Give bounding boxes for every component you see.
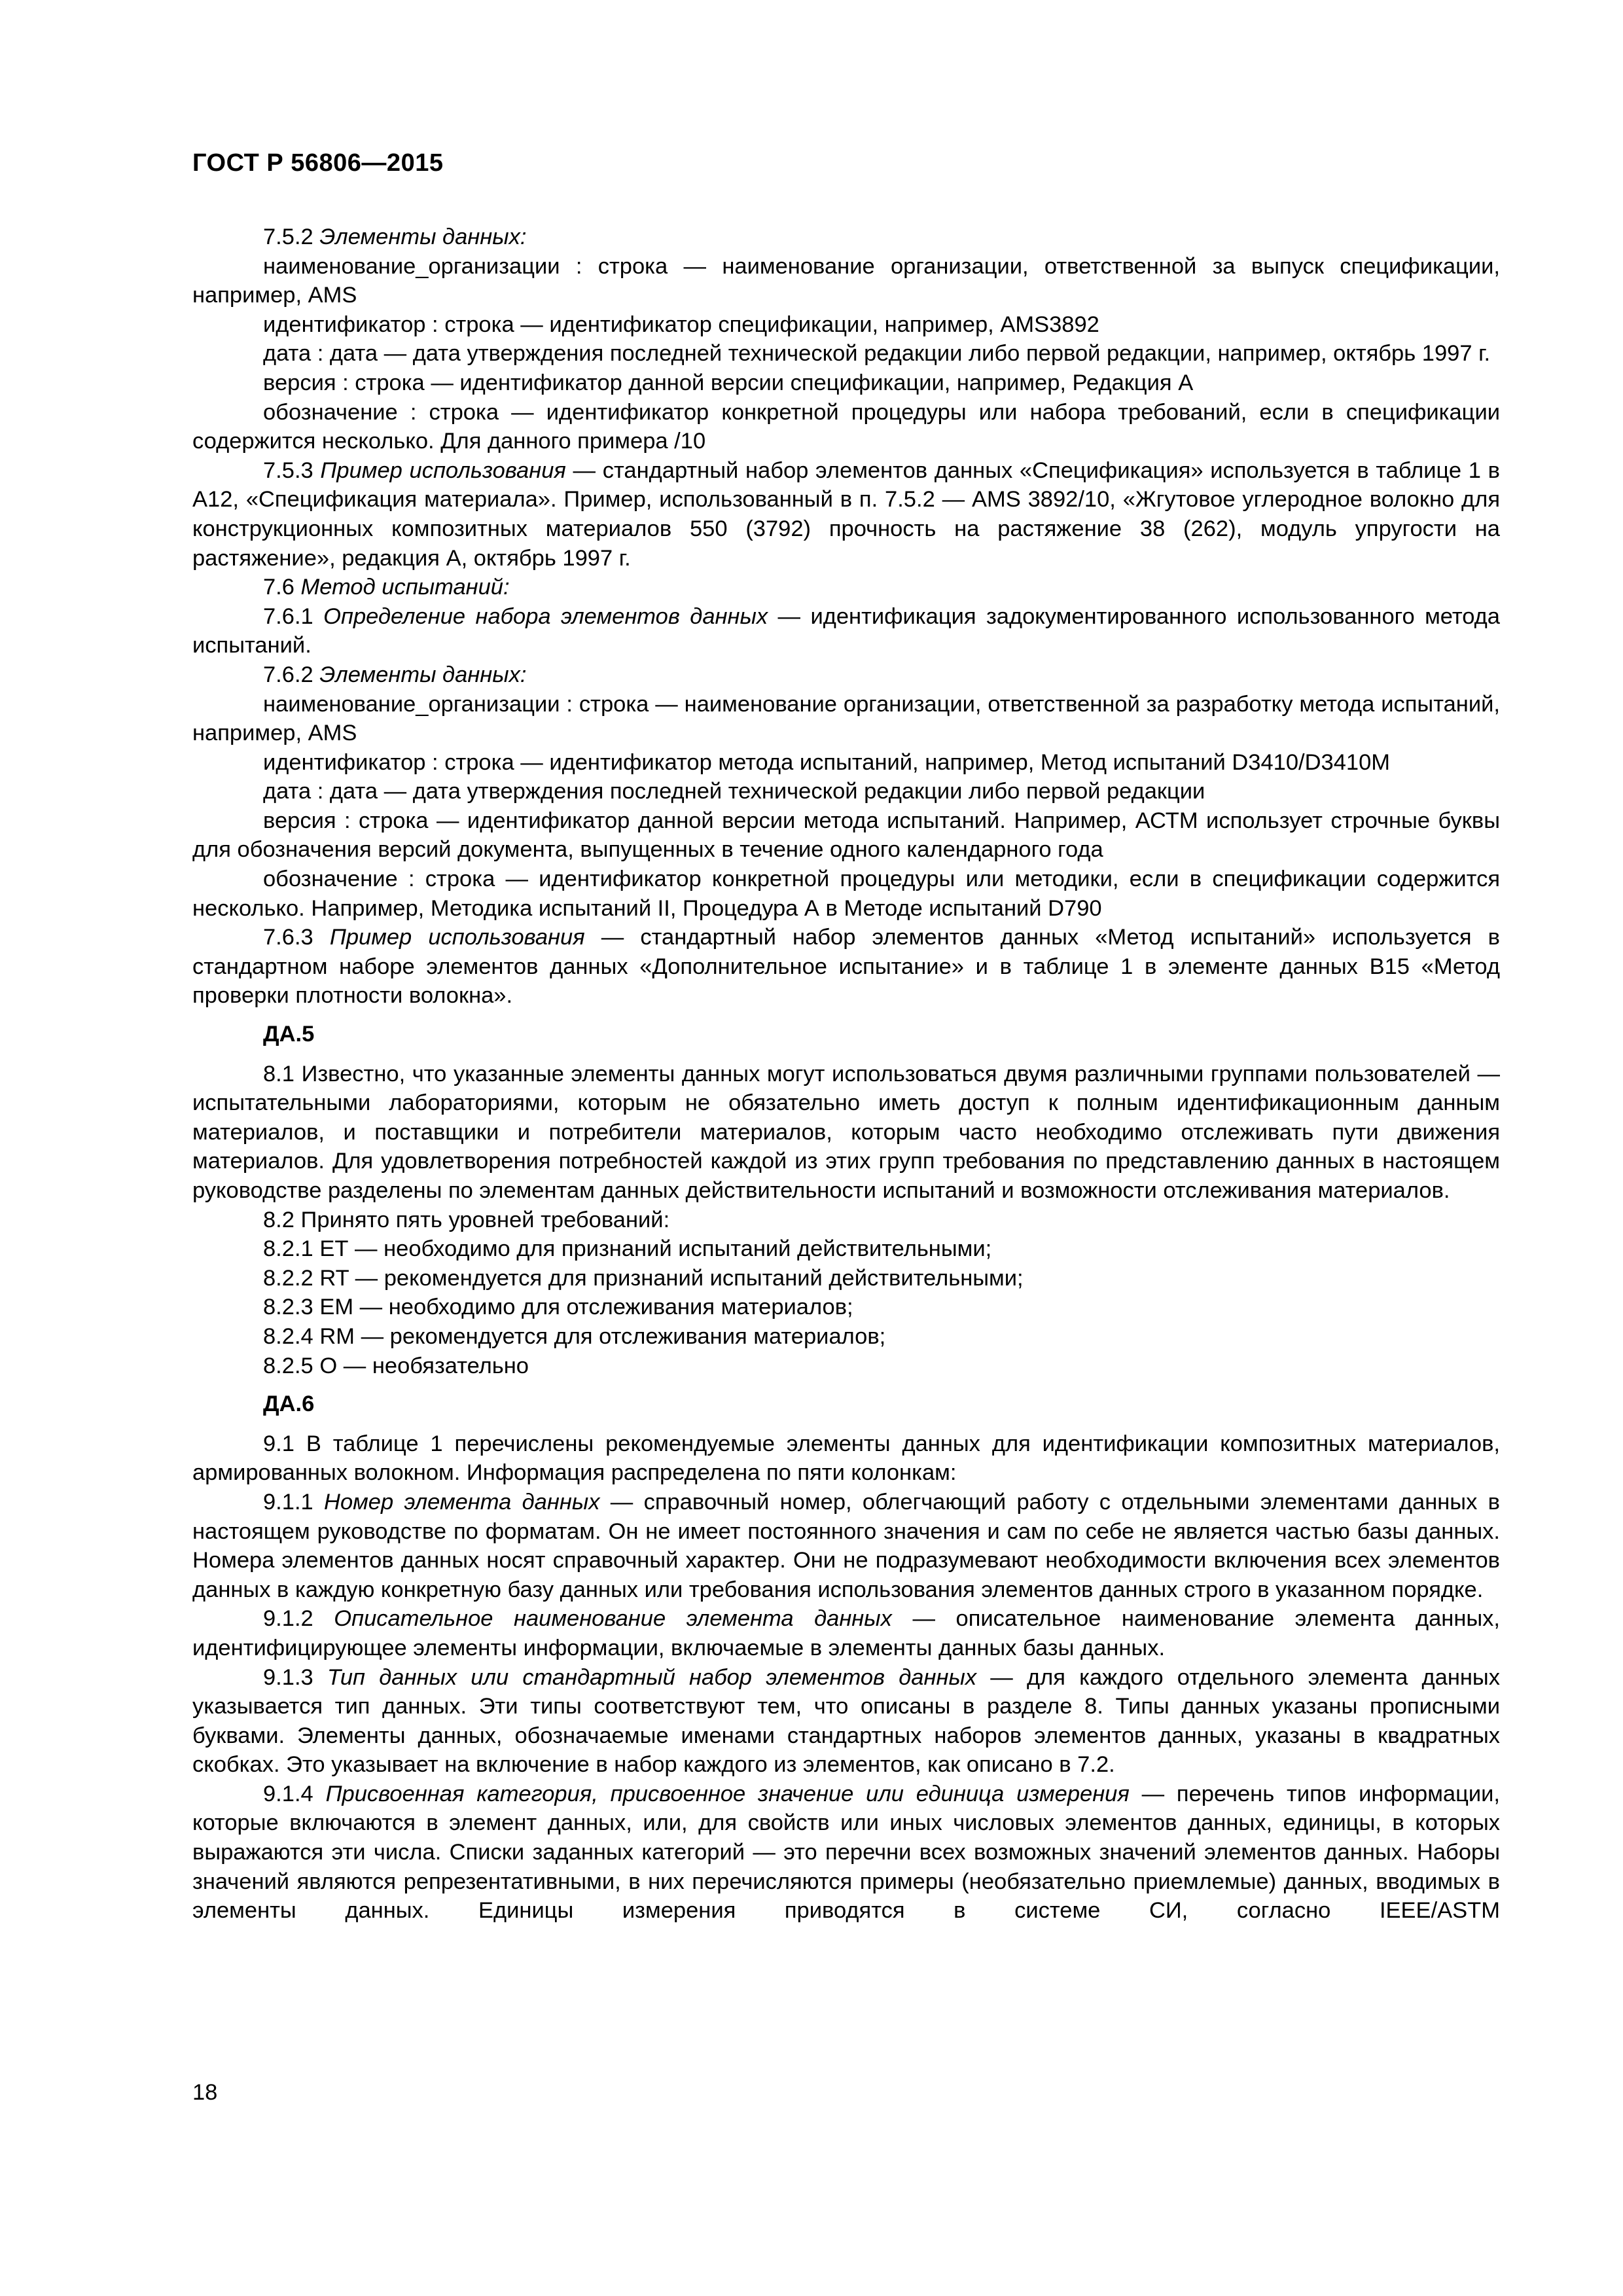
- paragraph: [192, 1663, 1500, 1780]
- document-body: [192, 223, 1500, 1926]
- page-number: 18: [192, 2080, 218, 2105]
- paragraph: [192, 573, 1500, 602]
- clause-number: 9.1.3: [263, 1664, 327, 1690]
- paragraph: [192, 252, 1500, 310]
- paragraph: [192, 456, 1500, 573]
- clause-number: 8.1: [263, 1061, 302, 1086]
- paragraph: [192, 339, 1500, 368]
- clause-number: 9.1.2: [263, 1606, 334, 1632]
- paragraph: [192, 690, 1500, 748]
- clause-title: Элементы данных:: [319, 224, 527, 249]
- paragraph: [192, 1352, 1500, 1381]
- clause-number: 9.1: [263, 1431, 306, 1456]
- paragraph: [192, 806, 1500, 865]
- clause-number: 8.2.3: [263, 1295, 320, 1320]
- paragraph: [192, 310, 1500, 340]
- paragraph: [192, 865, 1500, 923]
- paragraph: [192, 368, 1500, 398]
- clause-number: 8.2.1: [263, 1236, 320, 1262]
- section-heading: ДА.6: [263, 1391, 315, 1417]
- clause-title: Описательное наименование элемента данных: [334, 1606, 892, 1632]
- paragraph: [192, 1780, 1500, 1926]
- clause-text: версия : строка — идентификатор данной версии метода испытаний. Например, АСТМ использует строчные буквы для обозначения версий документа, выпущенных в течение одного календарного года: [192, 808, 1500, 863]
- clause-title: Тип данных или стандартный набор элементов данных: [327, 1664, 977, 1690]
- clause-text: В таблице 1 перечислены рекомендуемые элементы данных для идентификации композитных материалов, армированных волокном. Информация распределена по пяти колонкам:: [192, 1431, 1500, 1486]
- paragraph: [192, 1322, 1500, 1352]
- paragraph: [192, 1206, 1500, 1235]
- clause-text: RT — рекомендуется для признаний испытаний действительными;: [319, 1265, 1024, 1291]
- clause-text: — перечень типов информации, которые включаются в элемент данных, или, для свойств или иных числовых элементов данных, единицы, в которых выражаются эти числа. Списки заданных категорий — это перечни всех возможных значений элементов данных. Наборы значений являются репрезентативными, в них перечисляются примеры (необязательно приемлемые) данных, вводимых в элементы данных. Единицы измерения приводятся в системе СИ, согласно IEEE/ASTM: [192, 1781, 1500, 1924]
- clause-text: — для каждого отдельного элемента данных указывается тип данных. Эти типы соответствуют тем, что описаны в разделе 8. Типы данных указаны прописными буквами. Элементы данных, обозначаемые именами стандартных наборов элементов данных, указаны в квадратных скобках. Это указывает на включение в набор каждого из элементов, как описано в 7.2.: [192, 1664, 1500, 1778]
- paragraph: [192, 777, 1500, 806]
- paragraph: [192, 748, 1500, 778]
- clause-number: 9.1.4: [263, 1781, 326, 1806]
- clause-number: 7.6.1: [263, 603, 324, 629]
- clause-number: 7.5.3: [263, 457, 321, 483]
- clause-number: 7.6.2: [263, 662, 320, 687]
- clause-title: Номер элемента данных: [324, 1489, 600, 1515]
- paragraph: [192, 398, 1500, 456]
- clause-text: — стандартный набор элементов данных «Метод испытаний» используется в стандартном наборе элементов данных «Дополнительное испытание» и в таблице 1 в элементе данных В15 «Метод проверки плотности волокна».: [192, 925, 1500, 1009]
- paragraph: [192, 602, 1500, 660]
- clause-text: обозначение : строка — идентификатор конкретной процедуры или набора требований, если в спецификации содержится несколько. Для данного примера /10: [192, 399, 1500, 454]
- clause-title: Присвоенная категория, присвоенное значение или единица измерения: [325, 1781, 1130, 1806]
- clause-title: Пример использования: [329, 925, 585, 950]
- paragraph: [192, 1604, 1500, 1662]
- paragraph: [192, 923, 1500, 1011]
- paragraph: [192, 660, 1500, 690]
- clause-text: идентификатор : строка — идентификатор спецификации, например, AMS3892: [263, 312, 1099, 337]
- clause-text: наименование_организации : строка — наименование организации, ответственной за разработку метода испытаний, например, AMS: [192, 691, 1500, 746]
- clause-text: RM — рекомендуется для отслеживания материалов;: [319, 1323, 886, 1349]
- clause-text: Принято пять уровней требований:: [300, 1207, 670, 1232]
- clause-number: 9.1.1: [263, 1489, 325, 1515]
- clause-text: — справочный номер, облегчающий работу с отдельными элементами данных в настоящем руководстве по форматам. Он не имеет постоянного значения и сам по себе не является частью базы данных. Номера элементов данных носят справочный характер. Они не подразумевают необходимости включения всех элементов данных в каждую конкретную базу данных или требования использования элементов данных строго в указанном порядке.: [192, 1489, 1500, 1602]
- paragraph: [192, 1264, 1500, 1293]
- clause-number: 7.6.3: [263, 925, 330, 950]
- clause-text: идентификатор : строка — идентификатор метода испытаний, например, Метод испытаний D3410/D3410M: [263, 749, 1391, 775]
- clause-number: 8.2: [263, 1207, 301, 1232]
- clause-text: — идентификация задокументированного использованного метода испытаний.: [192, 603, 1500, 658]
- clause-text: версия : строка — идентификатор данной версии спецификации, например, Редакция А: [263, 370, 1194, 395]
- paragraph: [192, 223, 1500, 252]
- document-header: ГОСТ Р 56806—2015: [192, 149, 444, 177]
- clause-text: ЕМ — необходимо для отслеживания материалов;: [319, 1295, 853, 1320]
- clause-text: дата : дата — дата утверждения последней технической редакции либо первой редакции, например, октябрь 1997 г.: [263, 341, 1491, 367]
- clause-title: Элементы данных:: [319, 662, 527, 687]
- clause-title: Метод испытаний:: [300, 575, 510, 600]
- paragraph: [192, 1488, 1500, 1604]
- clause-number: 8.2.5: [263, 1353, 320, 1378]
- clause-text: Известно, что указанные элементы данных могут использоваться двумя различными группами пользователей — испытательными лабораториями, которым не обязательно иметь доступ к полным идентификационным данным материалов, и поставщики и потребители материалов, которым часто необходимо отслеживать пути движения материалов. Для удовлетворения потребностей каждой из этих групп требования по представлению данных в настоящем руководстве разделены по элементам данных действительности испытаний и возможности отслеживания материалов.: [192, 1061, 1500, 1203]
- clause-number: 8.2.2: [263, 1265, 320, 1291]
- clause-number: 7.5.2: [263, 224, 320, 249]
- paragraph: [192, 1429, 1500, 1488]
- clause-text: обозначение : строка — идентификатор конкретной процедуры или методики, если в спецификации содержится несколько. Например, Методика испытаний II, Процедура А в Методе испытаний D790: [192, 867, 1500, 921]
- clause-text: — описательное наименование элемента данных, идентифицирующее элементы информации, включаемые в элементы данных базы данных.: [192, 1606, 1501, 1660]
- clause-text: ЕТ — необходимо для признаний испытаний действительными;: [319, 1236, 992, 1262]
- clause-number: 7.6: [263, 575, 301, 600]
- clause-number: 8.2.4: [263, 1323, 320, 1349]
- clause-text: — стандартный набор элементов данных «Спецификация» используется в таблице 1 в А12, «Спецификация материала». Пример, использованный в п. 7.5.2 — AMS 3892/10, «Жгутовое углеродное волокно для конструкционных композитных материалов 550 (3792) прочность на растяжение 38 (262), модуль упругости на растяжение», редакция А, октябрь 1997 г.: [192, 457, 1500, 571]
- paragraph: [192, 1234, 1500, 1264]
- clause-text: наименование_организации : строка — наименование организации, ответственной за выпуск спецификации, например, AMS: [192, 253, 1500, 308]
- clause-title: Пример использования: [320, 457, 566, 483]
- section-heading: ДА.5: [263, 1022, 315, 1047]
- clause-text: О — необязательно: [319, 1353, 529, 1378]
- paragraph: [192, 1060, 1500, 1206]
- paragraph: [192, 1293, 1500, 1322]
- clause-text: дата : дата — дата утверждения последней технической редакции либо первой редакции: [263, 779, 1205, 804]
- clause-title: Определение набора элементов данных: [323, 603, 768, 629]
